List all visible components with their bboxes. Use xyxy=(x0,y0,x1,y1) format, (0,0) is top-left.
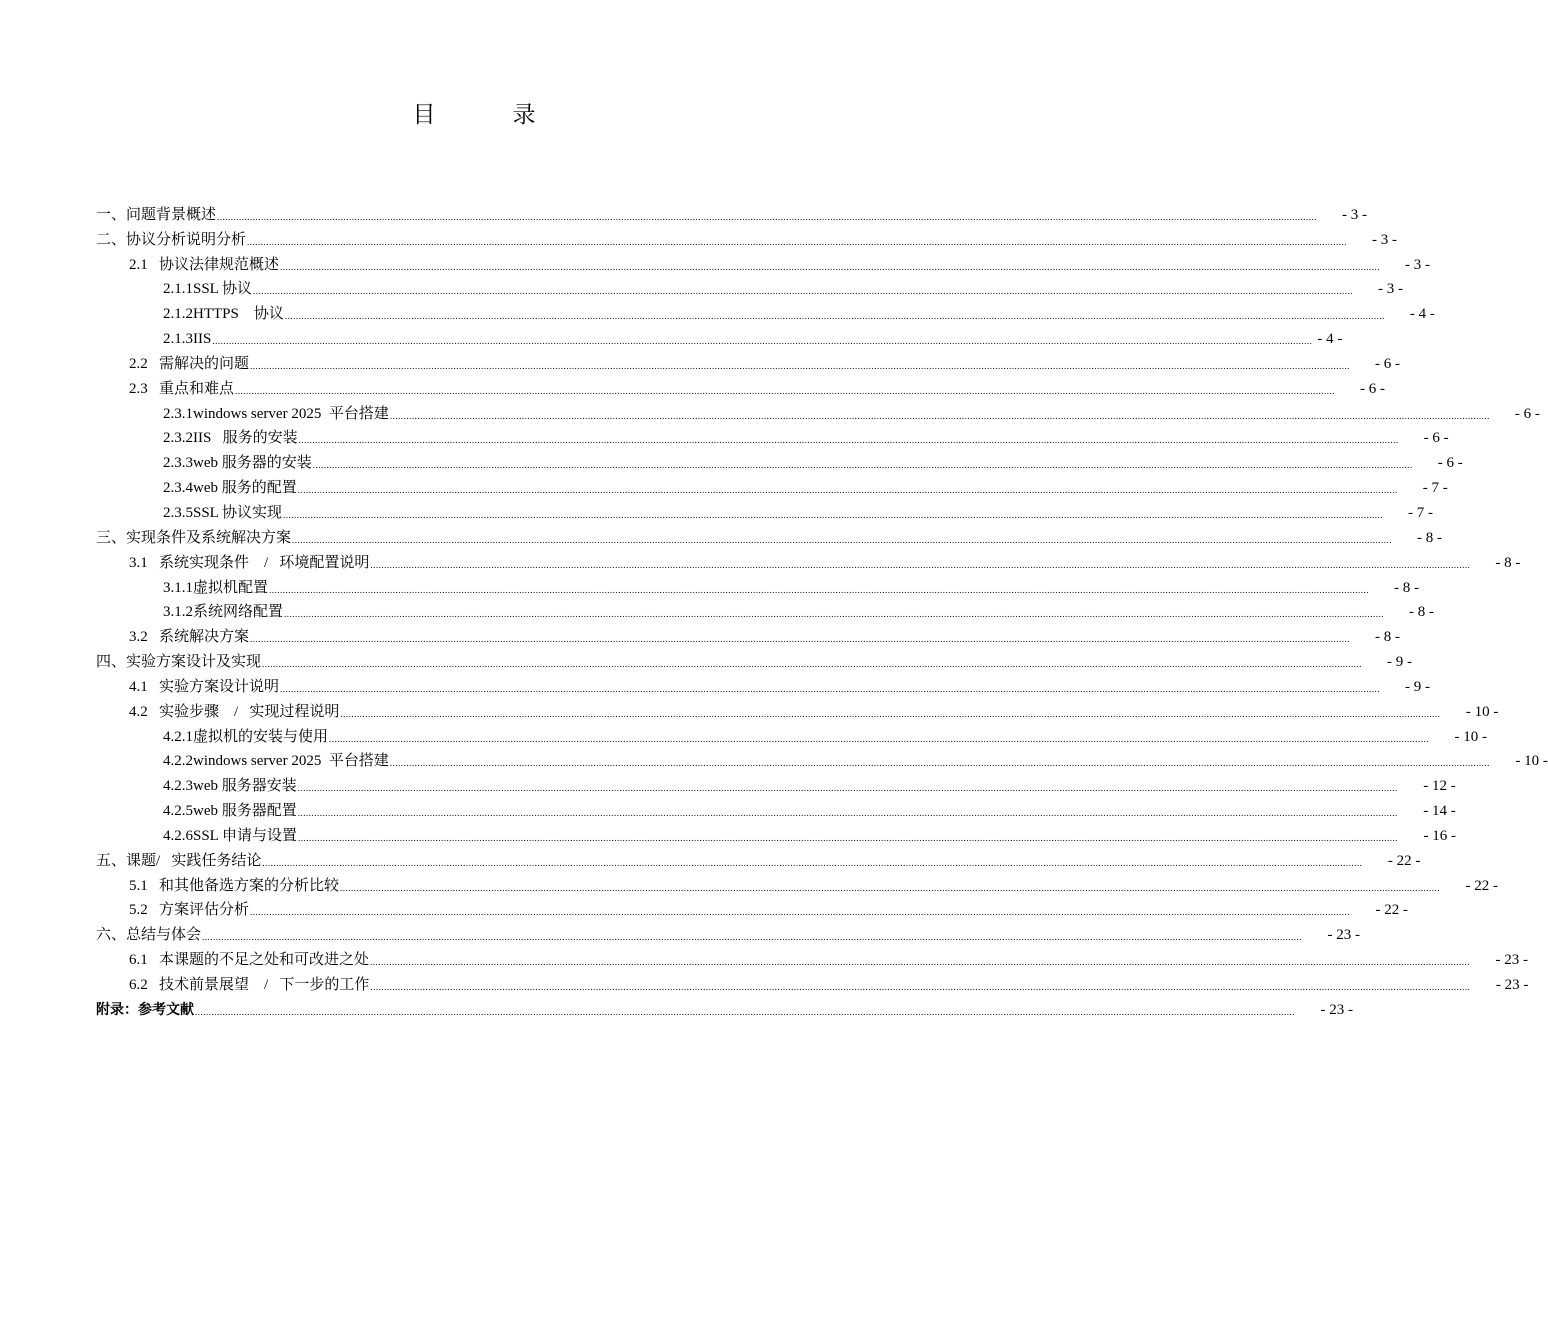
toc-entry[interactable] xyxy=(96,323,1343,348)
toc-entry-label: 4.2.6SSL 申请与设置 xyxy=(163,827,298,844)
dot-leader: ................................................................................................................................................................................................................................................................................................................................................................................................................ xyxy=(217,211,1318,222)
toc-entry[interactable] xyxy=(96,373,1386,398)
toc-entry-page-number: - 7 - xyxy=(1422,480,1448,497)
toc-entry-label: 4.2.3web 服务器安装 xyxy=(163,778,297,795)
toc-entry[interactable] xyxy=(96,398,1540,423)
toc-entry[interactable] xyxy=(96,895,1409,920)
toc-entry[interactable] xyxy=(96,472,1448,497)
dot-leader: ................................................................................................................................................................................................................................................................................................................................................................................................................ xyxy=(370,957,1471,968)
dot-leader: ................................................................................................................................................................................................................................................................................................................................................................................................................ xyxy=(250,360,1351,371)
toc-entry-label: 2.3 重点和难点 xyxy=(129,380,235,397)
dot-leader: ................................................................................................................................................................................................................................................................................................................................................................................................................ xyxy=(269,584,1370,595)
toc-entry-label: 4.2 实验步骤 / 实现过程说明 xyxy=(129,703,340,720)
toc-entry-page-number: - 9 - xyxy=(1387,654,1413,671)
toc-entry-label: 6.2 技术前景展望 / 下一步的工作 xyxy=(129,977,370,993)
dot-leader: ................................................................................................................................................................................................................................................................................................................................................................................................................ xyxy=(297,485,1398,496)
toc-entry[interactable] xyxy=(96,572,1420,597)
toc-entry-label: 3.1.2系统网络配置 xyxy=(163,604,284,621)
toc-entry-page-number: - 23 - xyxy=(1495,952,1529,969)
dot-leader: ................................................................................................................................................................................................................................................................................................................................................................................................................ xyxy=(247,236,1348,247)
toc-entry[interactable] xyxy=(96,547,1521,572)
toc-entry-page-number: - 3 - xyxy=(1342,206,1368,223)
toc-entry[interactable] xyxy=(96,671,1431,696)
toc-entry[interactable] xyxy=(96,944,1529,969)
toc-entry-label: 二、协议分析说明分析 xyxy=(96,231,247,248)
toc-entry-page-number: - 4 - xyxy=(1317,331,1343,348)
toc-entry[interactable] xyxy=(96,795,1456,820)
toc-entry-page-number: - 22 - xyxy=(1465,877,1499,894)
dot-leader: ................................................................................................................................................................................................................................................................................................................................................................................................................ xyxy=(312,460,1413,471)
dot-leader: ................................................................................................................................................................................................................................................................................................................................................................................................................ xyxy=(340,882,1441,893)
toc-entry[interactable] xyxy=(96,721,1488,746)
toc-entry[interactable] xyxy=(96,447,1463,472)
dot-leader: ................................................................................................................................................................................................................................................................................................................................................................................................................ xyxy=(262,857,1363,868)
toc-entry-label: 附录：参考文献 xyxy=(96,1001,194,1018)
toc-entry[interactable] xyxy=(96,969,1529,994)
toc-entry-label: 2.3.5SSL 协议实现 xyxy=(163,504,283,521)
toc-entry-page-number: - 6 - xyxy=(1514,405,1540,422)
toc-entry-page-number: - 22 - xyxy=(1375,902,1409,919)
toc-entry-label: 四、实验方案设计及实现 xyxy=(96,654,262,671)
toc-entry-label: 5.2 方案评估分析 xyxy=(129,902,250,919)
toc-entry-label: 2.3.2IIS 服务的安装 xyxy=(163,430,298,447)
toc-entry-label: 5.1 和其他备选方案的分析比较 xyxy=(129,877,340,894)
dot-leader: ................................................................................................................................................................................................................................................................................................................................................................................................................ xyxy=(202,932,1303,943)
toc-entry[interactable] xyxy=(96,646,1413,671)
toc-entry-page-number: - 3 - xyxy=(1378,281,1404,298)
dot-leader: ................................................................................................................................................................................................................................................................................................................................................................................................................ xyxy=(212,336,1313,347)
dot-leader: ................................................................................................................................................................................................................................................................................................................................................................................................................ xyxy=(250,634,1351,645)
dot-leader: ................................................................................................................................................................................................................................................................................................................................................................................................................ xyxy=(250,907,1351,918)
toc-entry-label: 五、课题/ 实践任务结论 xyxy=(96,852,262,869)
toc-entry-page-number: - 6 - xyxy=(1375,355,1401,372)
toc-title: 目 录 xyxy=(412,102,538,128)
toc-entry-page-number: - 8 - xyxy=(1394,579,1420,596)
toc-entry-page-number: - 7 - xyxy=(1408,504,1434,521)
toc-entry-label: 3.2 系统解决方案 xyxy=(129,629,250,646)
toc-entry[interactable] xyxy=(96,820,1457,845)
toc-entry-page-number: - 10 - xyxy=(1515,753,1548,770)
toc-entry-page-number: - 8 - xyxy=(1495,554,1521,571)
toc-entry-page-number: - 16 - xyxy=(1423,827,1457,844)
toc-entry[interactable] xyxy=(96,249,1431,274)
dot-leader: ................................................................................................................................................................................................................................................................................................................................................................................................................ xyxy=(235,385,1336,396)
toc-entry-page-number: - 6 - xyxy=(1360,380,1386,397)
toc-entry[interactable] xyxy=(96,994,1353,1019)
toc-entry-label: 六、总结与体会 xyxy=(96,927,202,944)
dot-leader: ................................................................................................................................................................................................................................................................................................................................................................................................................ xyxy=(329,733,1430,744)
toc-entry-label: 一、问题背景概述 xyxy=(96,206,217,223)
toc-entry[interactable] xyxy=(96,522,1443,547)
toc-entry[interactable] xyxy=(96,199,1368,224)
toc-entry-page-number: - 23 - xyxy=(1320,1001,1353,1018)
toc-entry[interactable] xyxy=(96,621,1401,646)
toc-entry-label: 2.1.2HTTPS 协议 xyxy=(163,306,284,323)
toc-entry[interactable] xyxy=(96,497,1434,522)
toc-entry-label: 2.3.1windows server 2025 平台搭建 xyxy=(163,405,389,422)
toc-entry-label: 3.1.1虚拟机配置 xyxy=(163,579,269,596)
toc-entry-page-number: - 8 - xyxy=(1417,529,1443,546)
toc-entry[interactable] xyxy=(96,870,1499,895)
toc-entry[interactable] xyxy=(96,224,1398,249)
dot-leader: ................................................................................................................................................................................................................................................................................................................................................................................................................ xyxy=(370,982,1471,992)
toc-entry-label: 2.3.4web 服务的配置 xyxy=(163,480,297,497)
dot-leader: ................................................................................................................................................................................................................................................................................................................................................................................................................ xyxy=(284,311,1385,322)
dot-leader: ................................................................................................................................................................................................................................................................................................................................................................................................................ xyxy=(340,708,1441,719)
toc-entry-label: 4.2.1虚拟机的安装与使用 xyxy=(163,728,329,745)
toc-entry[interactable] xyxy=(96,348,1401,373)
toc-entry-label: 4.2.5web 服务器配置 xyxy=(163,803,297,820)
toc-entry-page-number: - 3 - xyxy=(1372,231,1398,248)
dot-leader: ................................................................................................................................................................................................................................................................................................................................................................................................................ xyxy=(292,534,1393,545)
toc-entry[interactable] xyxy=(96,298,1435,323)
dot-leader: ................................................................................................................................................................................................................................................................................................................................................................................................................ xyxy=(195,1006,1295,1017)
toc-entry-page-number: - 8 - xyxy=(1409,604,1435,621)
toc-entry[interactable] xyxy=(96,919,1361,944)
dot-leader: ................................................................................................................................................................................................................................................................................................................................................................................................................ xyxy=(297,808,1398,819)
dot-leader: ................................................................................................................................................................................................................................................................................................................................................................................................................ xyxy=(370,559,1471,570)
toc-entry-page-number: - 14 - xyxy=(1423,803,1456,820)
toc-entry-page-number: - 23 - xyxy=(1327,927,1361,944)
toc-entry-page-number: - 10 - xyxy=(1454,728,1488,745)
toc-entry-page-number: - 9 - xyxy=(1405,678,1431,695)
table-of-contents xyxy=(96,199,1548,1019)
toc-entry-page-number: - 22 - xyxy=(1387,852,1421,869)
toc-entry-label: 2.3.3web 服务器的安装 xyxy=(163,455,312,472)
toc-entry[interactable] xyxy=(96,696,1499,721)
toc-entry-label: 2.2 需解决的问题 xyxy=(129,355,250,372)
toc-entry-page-number: - 6 - xyxy=(1437,455,1463,472)
toc-entry-label: 2.1.1SSL 协议 xyxy=(163,281,253,298)
toc-entry-label: 3.1 系统实现条件 / 环境配置说明 xyxy=(129,554,370,571)
dot-leader: ................................................................................................................................................................................................................................................................................................................................................................................................................ xyxy=(298,435,1399,446)
toc-entry-page-number: - 12 - xyxy=(1423,778,1456,795)
toc-entry[interactable] xyxy=(96,274,1404,299)
toc-entry[interactable] xyxy=(96,746,1548,771)
toc-entry-label: 6.1 本课题的不足之处和可改进之处 xyxy=(129,952,370,969)
toc-entry[interactable] xyxy=(96,597,1435,622)
dot-leader: ................................................................................................................................................................................................................................................................................................................................................................................................................ xyxy=(262,659,1363,670)
dot-leader: ................................................................................................................................................................................................................................................................................................................................................................................................................ xyxy=(284,609,1385,620)
toc-entry-label: 4.1 实验方案设计说明 xyxy=(129,678,280,695)
dot-leader: ................................................................................................................................................................................................................................................................................................................................................................................................................ xyxy=(280,261,1381,272)
dot-leader: ................................................................................................................................................................................................................................................................................................................................................................................................................ xyxy=(283,509,1384,520)
toc-entry-label: 4.2.2windows server 2025 平台搭建 xyxy=(163,753,389,770)
toc-entry-label: 2.1.3IIS xyxy=(163,331,212,348)
toc-entry-page-number: - 23 - xyxy=(1495,977,1529,993)
toc-entry[interactable] xyxy=(96,770,1456,795)
toc-entry[interactable] xyxy=(96,423,1449,448)
toc-entry-page-number: - 4 - xyxy=(1409,306,1435,323)
dot-leader: ................................................................................................................................................................................................................................................................................................................................................................................................................ xyxy=(297,783,1398,794)
toc-entry-page-number: - 6 - xyxy=(1423,430,1449,447)
toc-entry[interactable] xyxy=(96,845,1421,870)
toc-entry-label: 2.1 协议法律规范概述 xyxy=(129,256,280,273)
toc-entry-label: 三、实现条件及系统解决方案 xyxy=(96,529,292,546)
toc-entry-page-number: - 3 - xyxy=(1405,256,1431,273)
toc-entry-page-number: - 10 - xyxy=(1465,703,1499,720)
dot-leader: ................................................................................................................................................................................................................................................................................................................................................................................................................ xyxy=(280,683,1381,694)
dot-leader: ................................................................................................................................................................................................................................................................................................................................................................................................................ xyxy=(389,758,1490,769)
toc-entry-page-number: - 8 - xyxy=(1375,629,1401,646)
dot-leader: ................................................................................................................................................................................................................................................................................................................................................................................................................ xyxy=(298,832,1399,843)
dot-leader: ................................................................................................................................................................................................................................................................................................................................................................................................................ xyxy=(389,410,1490,421)
dot-leader: ................................................................................................................................................................................................................................................................................................................................................................................................................ xyxy=(253,286,1354,297)
